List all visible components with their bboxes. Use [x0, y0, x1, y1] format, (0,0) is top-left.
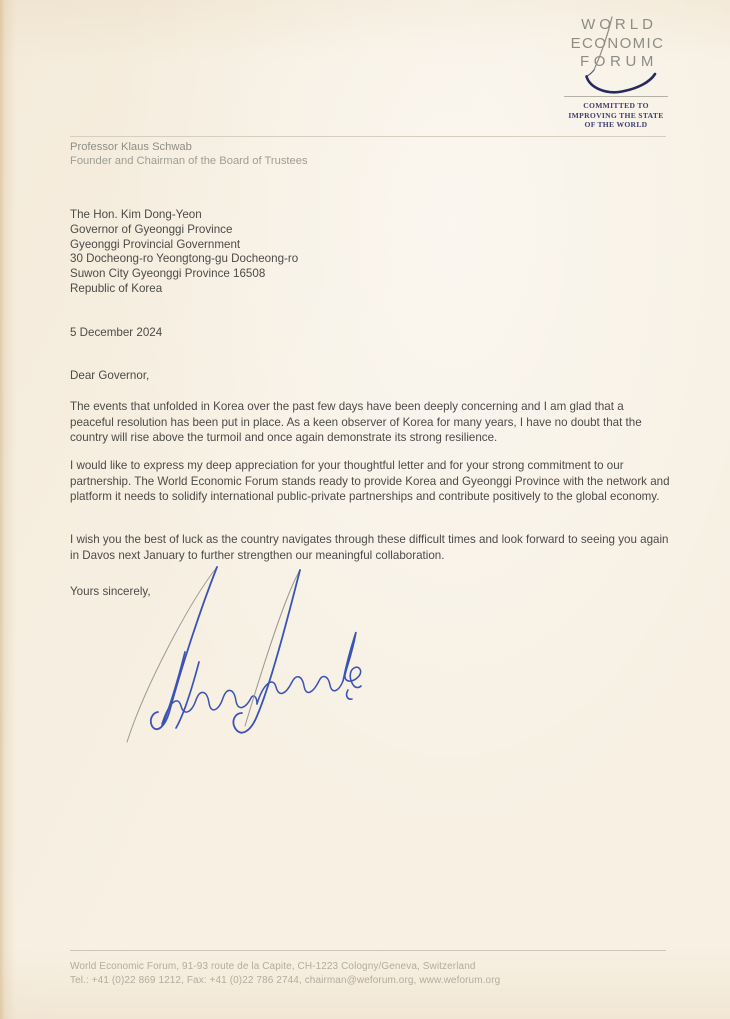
footer-address-line: World Economic Forum, 91-93 route de la Capite, CH-1223 Cologny/Geneva, Switzerland — [70, 961, 476, 972]
tagline-line: IMPROVING THE STATE — [568, 110, 664, 120]
body-paragraph-2: I would like to express my deep appreciation for your thoughtful letter and for your strong commitment to our partnership. The World Economic Forum stands ready to provide Korea and Gyeonggi Province with the network and platform it needs to solidify international public-private partnerships and contribute positively to the global economy. — [70, 459, 670, 504]
body-paragraph-3: I wish you the best of luck as the country navigates through these difficult times and look forward to seeing you again in Davos next January to further strengthen our meaningful collaboration. — [70, 533, 669, 562]
letter-date: 5 December 2024 — [70, 326, 163, 339]
letter-closing: Yours sincerely, — [70, 585, 151, 598]
recipient-line: Governor of Gyeonggi Province — [70, 222, 233, 236]
recipient-line: 30 Docheong-ro Yeongtong-gu Docheong-ro — [70, 252, 299, 266]
logo-word-world: WORLD — [581, 16, 657, 33]
logo-word-forum: FORUM — [580, 53, 658, 70]
wef-tagline — [564, 96, 668, 130]
logo-word-economic: ECONOMIC — [570, 34, 665, 52]
recipient-line: Gyeonggi Provincial Government — [70, 237, 241, 251]
footer-contact-line: Tel.: +41 (0)22 869 1212, Fax: +41 (0)22 786 2744, chairman@weforum.org, www.weforum.org — [70, 975, 501, 986]
sender-name: Professor Klaus Schwab — [70, 141, 192, 153]
signature-klaus-schwab — [105, 556, 375, 751]
body-paragraph-1: The events that unfolded in Korea over the past few days have been deeply concerning and I am glad that a peaceful resolution has been put in place. As a keen observer of Korea for many years, I have no doubt that the country will rise above the turmoil and once again demonstrate its strong resilience. — [70, 400, 642, 445]
letter-salutation: Dear Governor, — [70, 369, 150, 382]
sender-divider-rule — [70, 136, 666, 137]
tagline-line: OF THE WORLD — [584, 120, 648, 130]
sender-title: Founder and Chairman of the Board of Trustees — [70, 155, 308, 167]
tagline-line: COMMITTED TO — [583, 101, 649, 110]
recipient-line: Republic of Korea — [70, 281, 163, 295]
footer-divider-rule — [70, 950, 666, 951]
wef-logo — [566, 16, 668, 72]
recipient-line: Suwon City Gyeonggi Province 16508 — [70, 267, 266, 281]
recipient-line: The Hon. Kim Dong-Yeon — [70, 208, 202, 221]
recipient-address — [70, 208, 298, 297]
